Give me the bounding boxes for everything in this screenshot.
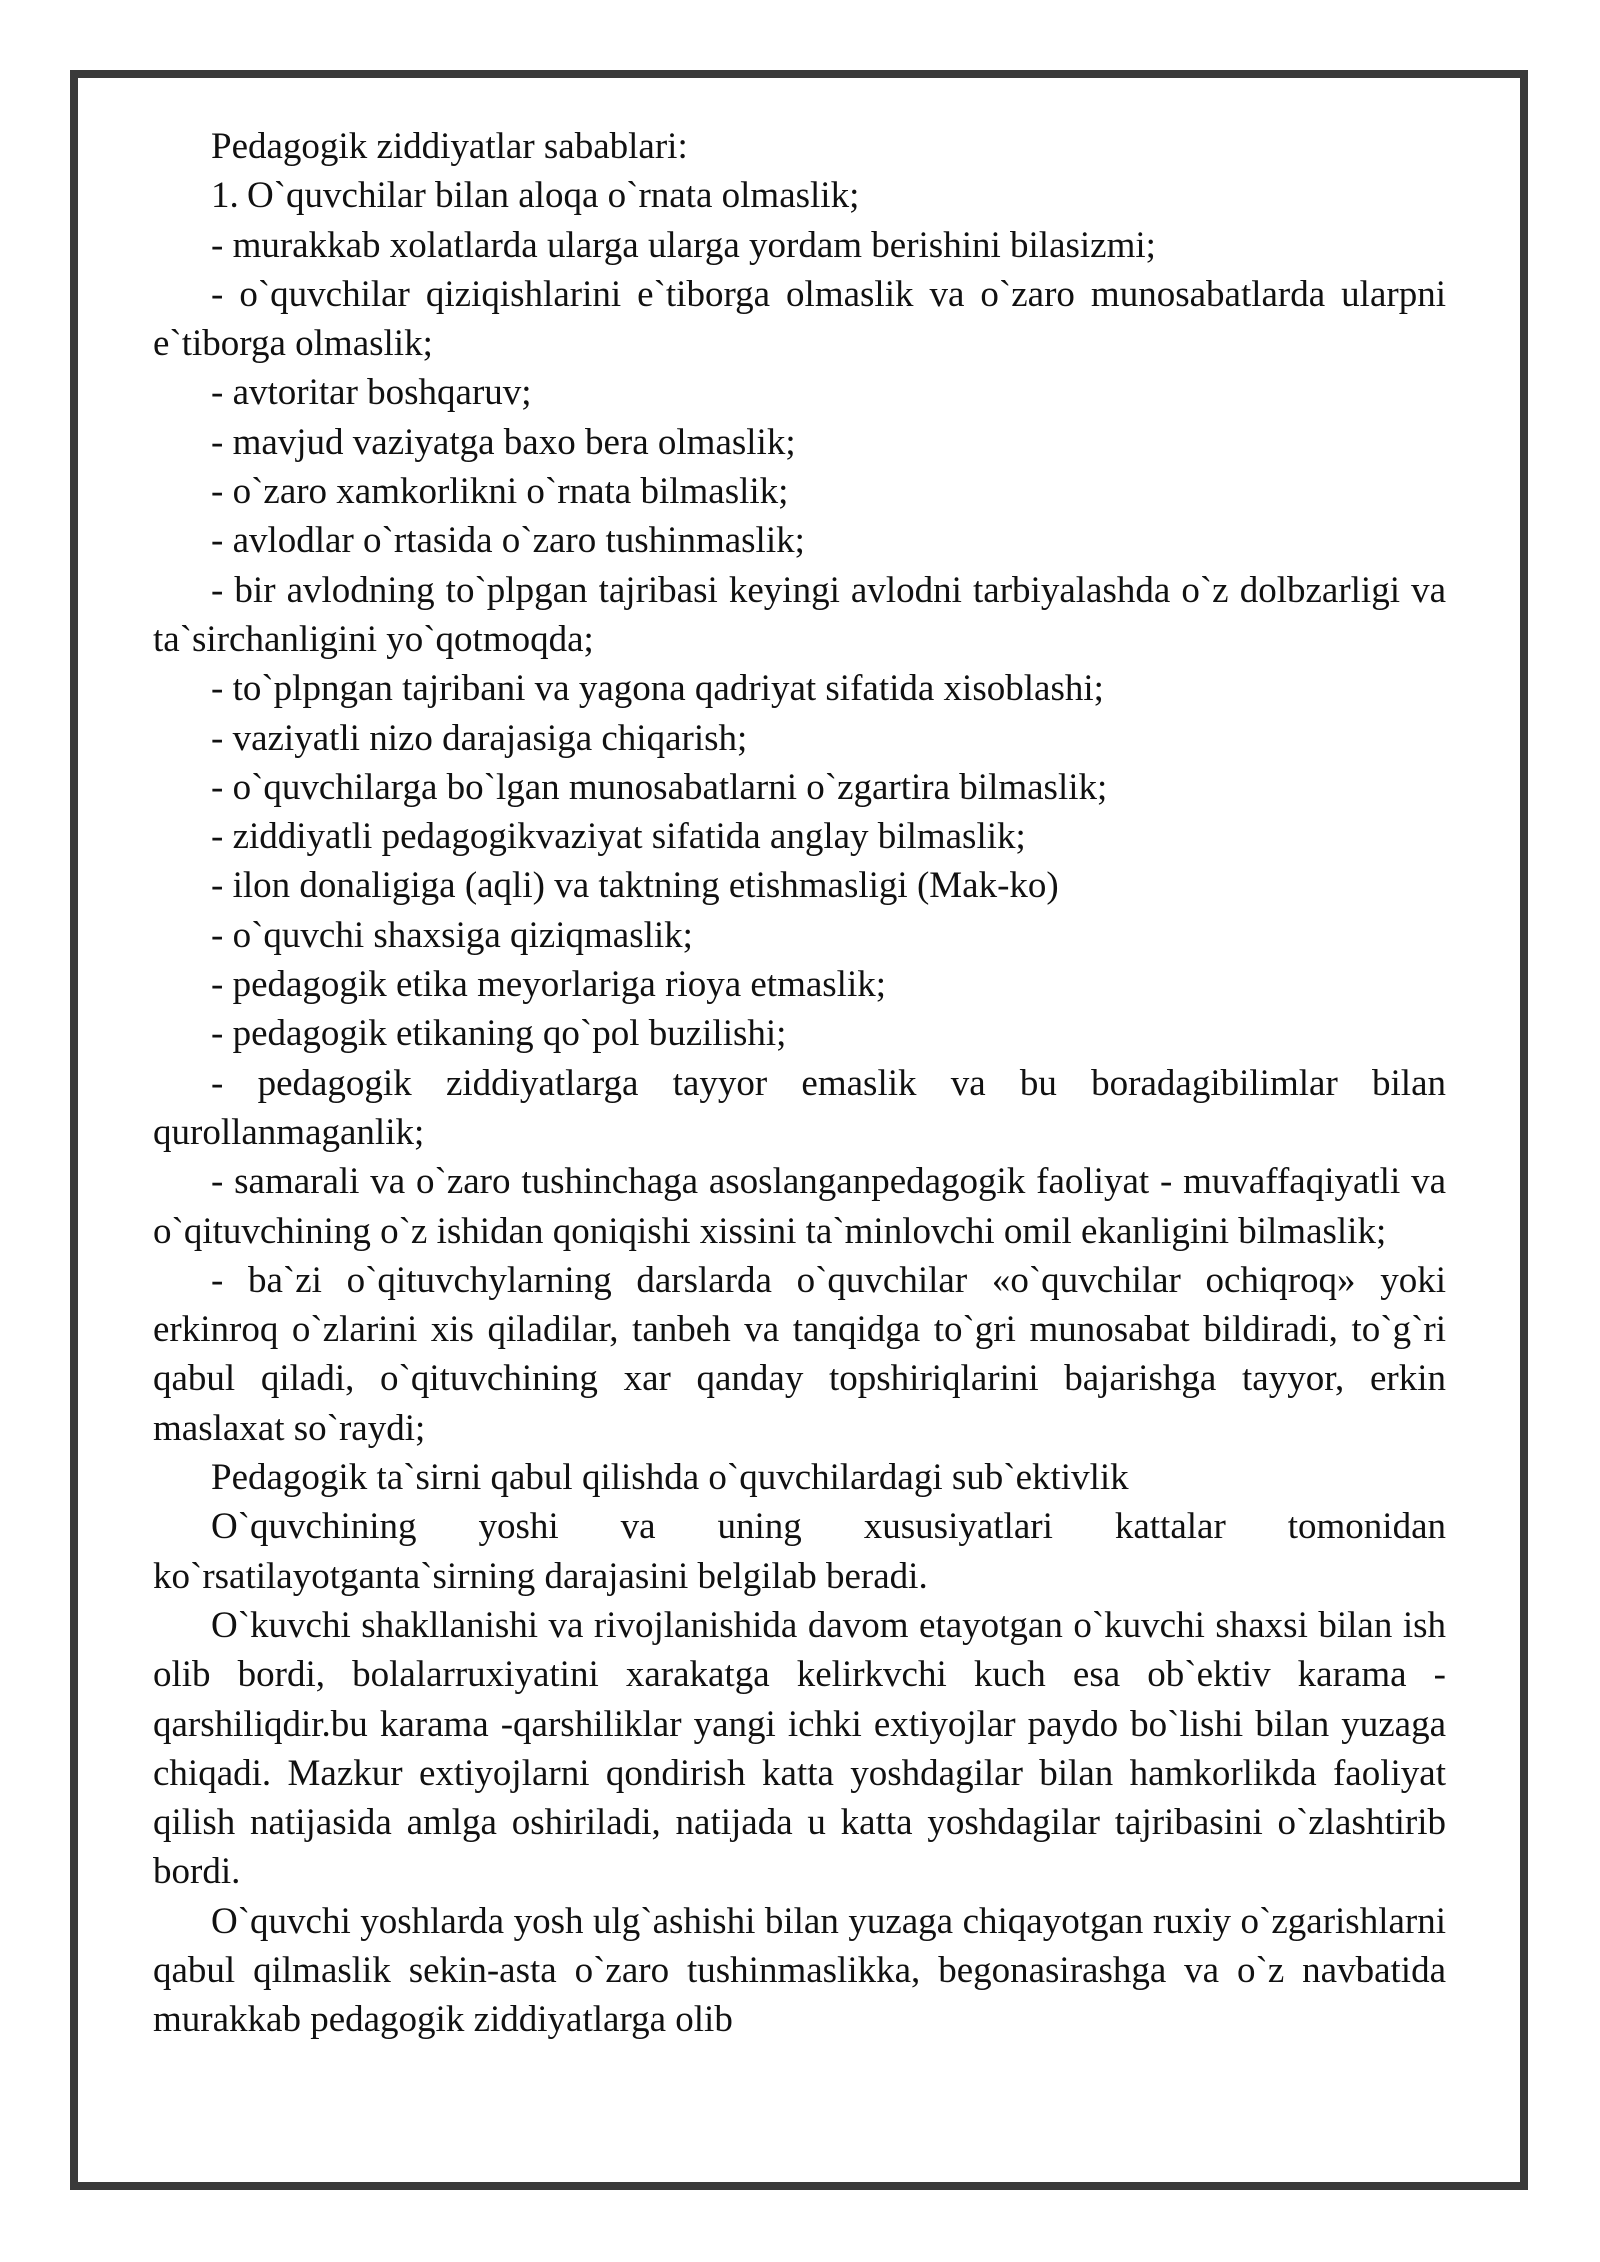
body-paragraph: O`quvchi yoshlarda yosh ulg`ashishi bilan yuzaga chiqayotgan ruxiy o`zgarishlarni qabul qilmaslik sekin-asta o`zaro tushinmaslikka, begonasirashga va o`z navbatida murakkab pedagogik ziddiyatlarga olib: [153, 1900, 1446, 2041]
bullet-item: - o`quvchilar qiziqishlarini e`tiborga olmaslik va o`zaro munosabatlarda ularpni e`tiborga olmaslik;: [153, 273, 1446, 365]
bullet-item: - o`quvchilarga bo`lgan munosabatlarni o`zgartira bilmaslik;: [211, 766, 1108, 808]
bullet-item: - bir avlodning to`plpgan tajribasi keyingi avlodni tarbiyalashda o`z dolbzarligi va ta`sirchanligini yo`qotmoqda;: [153, 569, 1446, 660]
section-heading: Pedagogik ziddiyatlar sabablari:: [211, 126, 688, 167]
list-number: 1.: [211, 175, 239, 217]
bullet-item: - o`quvchi shaxsiga qiziqmaslik;: [211, 914, 693, 956]
bullet-item: - samarali va o`zaro tushinchaga asoslanganpedagogik faoliyat - muvaffaqiyatli va o`qituvchining o`z ishidan qoniqishi xissini ta`minlovchi omil ekanligini bilmaslik;: [153, 1161, 1446, 1252]
bullet-item: - avlodlar o`rtasida o`zaro tushinmaslik;: [211, 520, 805, 562]
body-paragraph: O`quvchining yoshi va uning xususiyatlari kattalar tomonidan ko`rsatilayotganta`sirning darajasini belgilab beradi.: [153, 1506, 1446, 1597]
bullet-item: - pedagogik ziddiyatlarga tayyor emaslik va bu boradagibilimlar bilan qurollanmaganlik;: [153, 1062, 1446, 1153]
bullet-item: - pedagogik etikaning qo`pol buzilishi;: [211, 1013, 787, 1055]
bullet-item: - avtoritar boshqaruv;: [211, 372, 532, 414]
bullet-item: - ilon donaligiga (aqli) va taktning etishmasligi (Mak-ko): [211, 865, 1059, 907]
document-body: [153, 122, 1446, 2045]
body-paragraph: O`kuvchi shakllanishi va rivojlanishida davom etayotgan o`kuvchi shaxsi bilan ish olib bordi, bolalarruxiyatini xarakatga kelirkvchi kuch esa ob`ektiv karama - qarshiliqdir.bu karama -qarshiliklar yangi ichki extiyojlar paydo bo`lishi bilan yuzaga chiqadi. Mazkur extiyojlarni qondirish katta yoshdagilar bilan hamkorlikda faoliyat qilish natijasida amlga oshiriladi, natijada u katta yoshdagilar tajribasini o`zlashtirib bordi.: [153, 1604, 1446, 1893]
bullet-item: - ba`zi o`qituvchylarning darslarda o`quvchilar «o`quvchilar ochiqroq» yoki erkinroq o`zlarini xis qiladilar, tanbeh va tanqidga to`gri munosabat bildiradi, to`g`ri qabul qiladi, o`qituvchining xar qanday topshiriqlarini bajarishga tayyor, erkin maslaxat so`raydi;: [153, 1259, 1446, 1449]
bullet-item: - pedagogik etika meyorlariga rioya etmaslik;: [211, 964, 887, 1006]
bullet-item: - murakkab xolatlarda ularga ularga yordam berishini bilasizmi;: [211, 224, 1156, 266]
list-item-text: O`quvchilar bilan aloqa o`rnata olmaslik;: [247, 175, 860, 217]
bullet-item: - to`plpngan tajribani va yagona qadriyat sifatida xisoblashi;: [211, 668, 1104, 710]
body-paragraph: Pedagogik ta`sirni qabul qilishda o`quvchilardagi sub`ektivlik: [211, 1457, 1129, 1499]
bullet-item: - ziddiyatli pedagogikvaziyat sifatida anglay bilmaslik;: [211, 816, 1026, 858]
bullet-item: - mavjud vaziyatga baxo bera olmaslik;: [211, 421, 796, 463]
numbered-list-item: [153, 171, 1446, 220]
bullet-item: - vaziyatli nizo darajasiga chiqarish;: [211, 717, 748, 759]
bullet-item: - o`zaro xamkorlikni o`rnata bilmaslik;: [211, 471, 789, 513]
